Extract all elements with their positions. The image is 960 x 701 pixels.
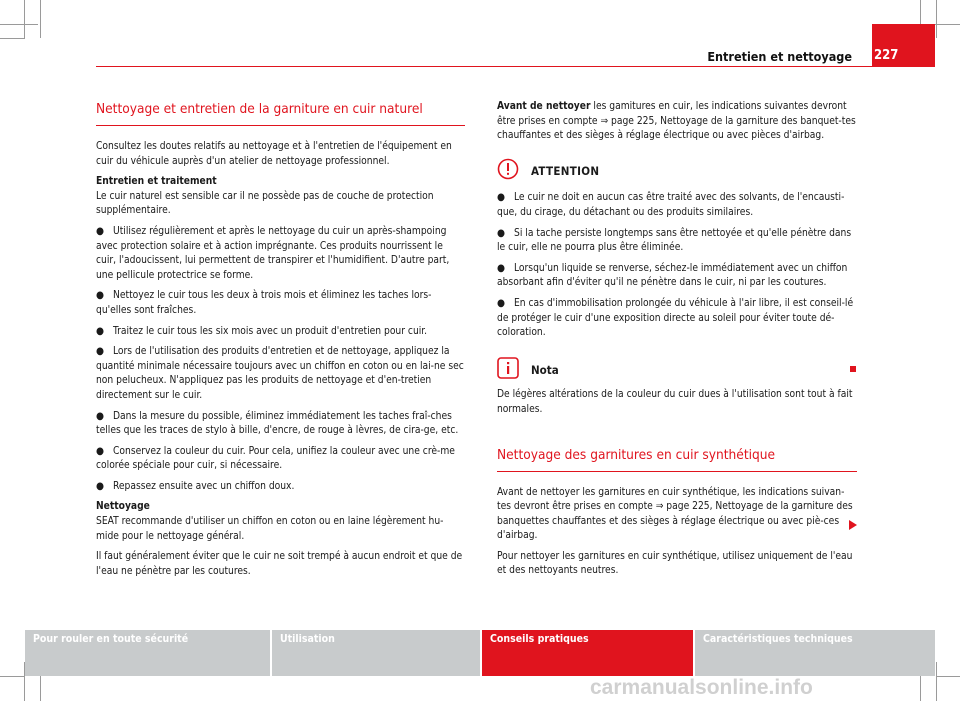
subheading: Entretien et traitement [96,176,217,188]
bullet-text: Nettoyez le cuir tous les deux à trois mois et éliminez les taches lors-qu'elles sont fraîches. [96,290,432,316]
bullet-item [96,410,465,439]
note-text: De légères altérations de la couleur du cuir dues à l'utilisation sont tout à fait normales. [497,389,853,415]
page-number: 227 [874,48,899,63]
bullet-item [96,480,465,495]
crop-mark [936,0,937,38]
bullet-item [497,227,857,256]
bullet-dot: ● [497,227,505,239]
crop-mark [936,662,937,701]
section-title: Entretien et nettoyage [707,49,852,64]
paragraph: Il faut généralement éviter que le cuir ne soit trempé à aucun endroit et que de l'eau ne pénètre par les coutures. [96,551,463,577]
bullet-item [96,289,465,318]
bullet-text: Si la tache persiste longtemps sans être nettoyée et qu'elle pénètre dans le cuir, elle ne pourra plus être éliminée. [497,227,852,254]
left-column [96,100,465,579]
crop-mark [936,676,960,677]
crop-mark [40,676,41,701]
right-column [497,100,857,579]
bullet-dot: ● [96,290,104,302]
attention-title: ATTENTION [531,164,600,179]
paragraph: Le cuir naturel est sensible car il ne possède pas de couche de protection supplémentaire. [96,190,434,217]
note-title: Nota [531,363,559,378]
crop-mark [0,24,38,25]
bullet-item [96,445,465,474]
bullet-dot: ● [497,262,505,274]
crop-mark [40,0,41,38]
crop-mark [0,676,25,677]
bullet-text: Repassez ensuite avec un chiffon doux. [113,480,295,492]
lead-bold: Avant de nettoyer [497,101,591,112]
section-heading: Nettoyage et entretien de la garniture en cuir naturel [96,101,423,117]
lead-text: les gamitures en cuir, les indications suivantes devront être prises en compte ⇒ page 225, Nettoyage de la garniture des banquet-tes chauffantes et des sièges à réglage électrique ou avec pièces d'airbag. [497,101,856,142]
bullet-dot: ● [96,445,104,457]
footer-tab[interactable]: Caractéristiques techniques [695,630,935,676]
footer-tab[interactable]: Utilisation [272,630,480,676]
paragraph: Pour nettoyer les garnitures en cuir synthétique, utilisez uniquement de l'eau et des nettoyants neutres. [497,550,853,577]
bullet-text: Le cuir ne doit en aucun cas être traité avec des solvants, de l'encausti-que, du cirage, du détachant ou des produits similaires. [497,192,845,218]
lead-paragraph [497,100,857,144]
crop-mark [920,676,921,701]
bullet-text: En cas d'immobilisation prolongée du véhicule à l'air libre, il est conseil-lé de protéger le cuir d'une exposition directe au soleil pour éviter toute dé-coloration. [497,297,854,339]
section-heading: Nettoyage des garnitures en cuir synthétique [497,446,776,463]
bullet-item [96,345,465,403]
section-end-mark [850,366,856,372]
bullet-item [96,225,465,283]
bullet-text: Traitez le cuir tous les six mois avec un produit d'entretien pour cuir. [113,325,428,337]
bullet-item [497,191,857,220]
bullet-dot: ● [96,325,104,337]
bullet-item [497,262,857,291]
subheading: Nettoyage [96,501,150,513]
bullet-dot: ● [96,410,104,422]
bullet-dot: ● [497,192,505,204]
bullet-dot: ● [96,225,104,237]
heading-rule [96,125,465,126]
bullet-item [497,297,857,341]
attention-list [497,191,857,340]
bullet-item [96,325,465,340]
bullet-dot: ● [497,297,505,309]
bullet-text: Utilisez régulièrement et après le nettoyage du cuir un après-shampoing avec protection solaire et à action imprégnante. Ces produits nourrissent le cuir, l'adoucissent, lui permettent de transpirer et l'humidifient. D'autre part, une pellicule protectrice se forme. [96,225,450,281]
bullet-dot: ● [96,480,104,492]
watermark: carmanualsonline.info [590,676,813,699]
crop-mark [24,0,25,38]
footer-tab[interactable]: Pour rouler en toute sécurité [25,630,270,676]
footer-tab-active[interactable]: Conseils pratiques [482,630,693,676]
header-rule [96,66,872,67]
attention-header [497,158,857,186]
heading-rule [497,471,857,472]
bullet-text: Conservez la couleur du cuir. Pour cela, unifiez la couleur avec une crè-me colorée spéciale pour cuir, si nécessaire. [96,445,455,472]
bullet-list [96,225,465,495]
paragraph: SEAT recommande d'utiliser un chiffon en coton ou en laine légèrement hu-mide pour le nettoyage général. [96,516,444,542]
bullet-text: Dans la mesure du possible, éliminez immédiatement les taches fraî-ches telles que les traces de stylo à bille, d'encre, de rouge à lèvres, de cira-ge, etc. [96,410,459,437]
bullet-text: Lorsqu'un liquide se renverse, séchez-le immédiatement avec un chiffon absorbant afin d'éviter qu'il ne pénètre dans le cuir, ni par les coutures. [497,262,848,289]
note-icon [497,357,519,385]
crop-mark [0,38,25,39]
continue-arrow-icon [849,520,857,530]
bullet-text: Lors de l'utilisation des produits d'entretien et de nettoyage, appliquez la quantité minimale nécessaire toujours avec un chiffon en coton ou en lai-ne sec non pelucheux. N'appliquez pas les produits de nettoyage et d'en-tretien directement sur le cuir. [96,346,464,401]
warning-icon [497,158,519,186]
note-header [497,357,857,385]
bullet-dot: ● [96,346,104,358]
intro-paragraph: Consultez les doutes relatifs au nettoyage et à l'entretien de l'équipement en cuir du véhicule auprès d'un atelier de nettoyage professionnel. [96,141,452,167]
paragraph: Avant de nettoyer les garnitures en cuir synthétique, les indications suivan-tes devront être prises en compte ⇒ page 225, Nettoyage de la garniture des banquettes chauffantes et des sièges à réglage électrique ou avec piè-ces d'airbag. [497,486,853,542]
